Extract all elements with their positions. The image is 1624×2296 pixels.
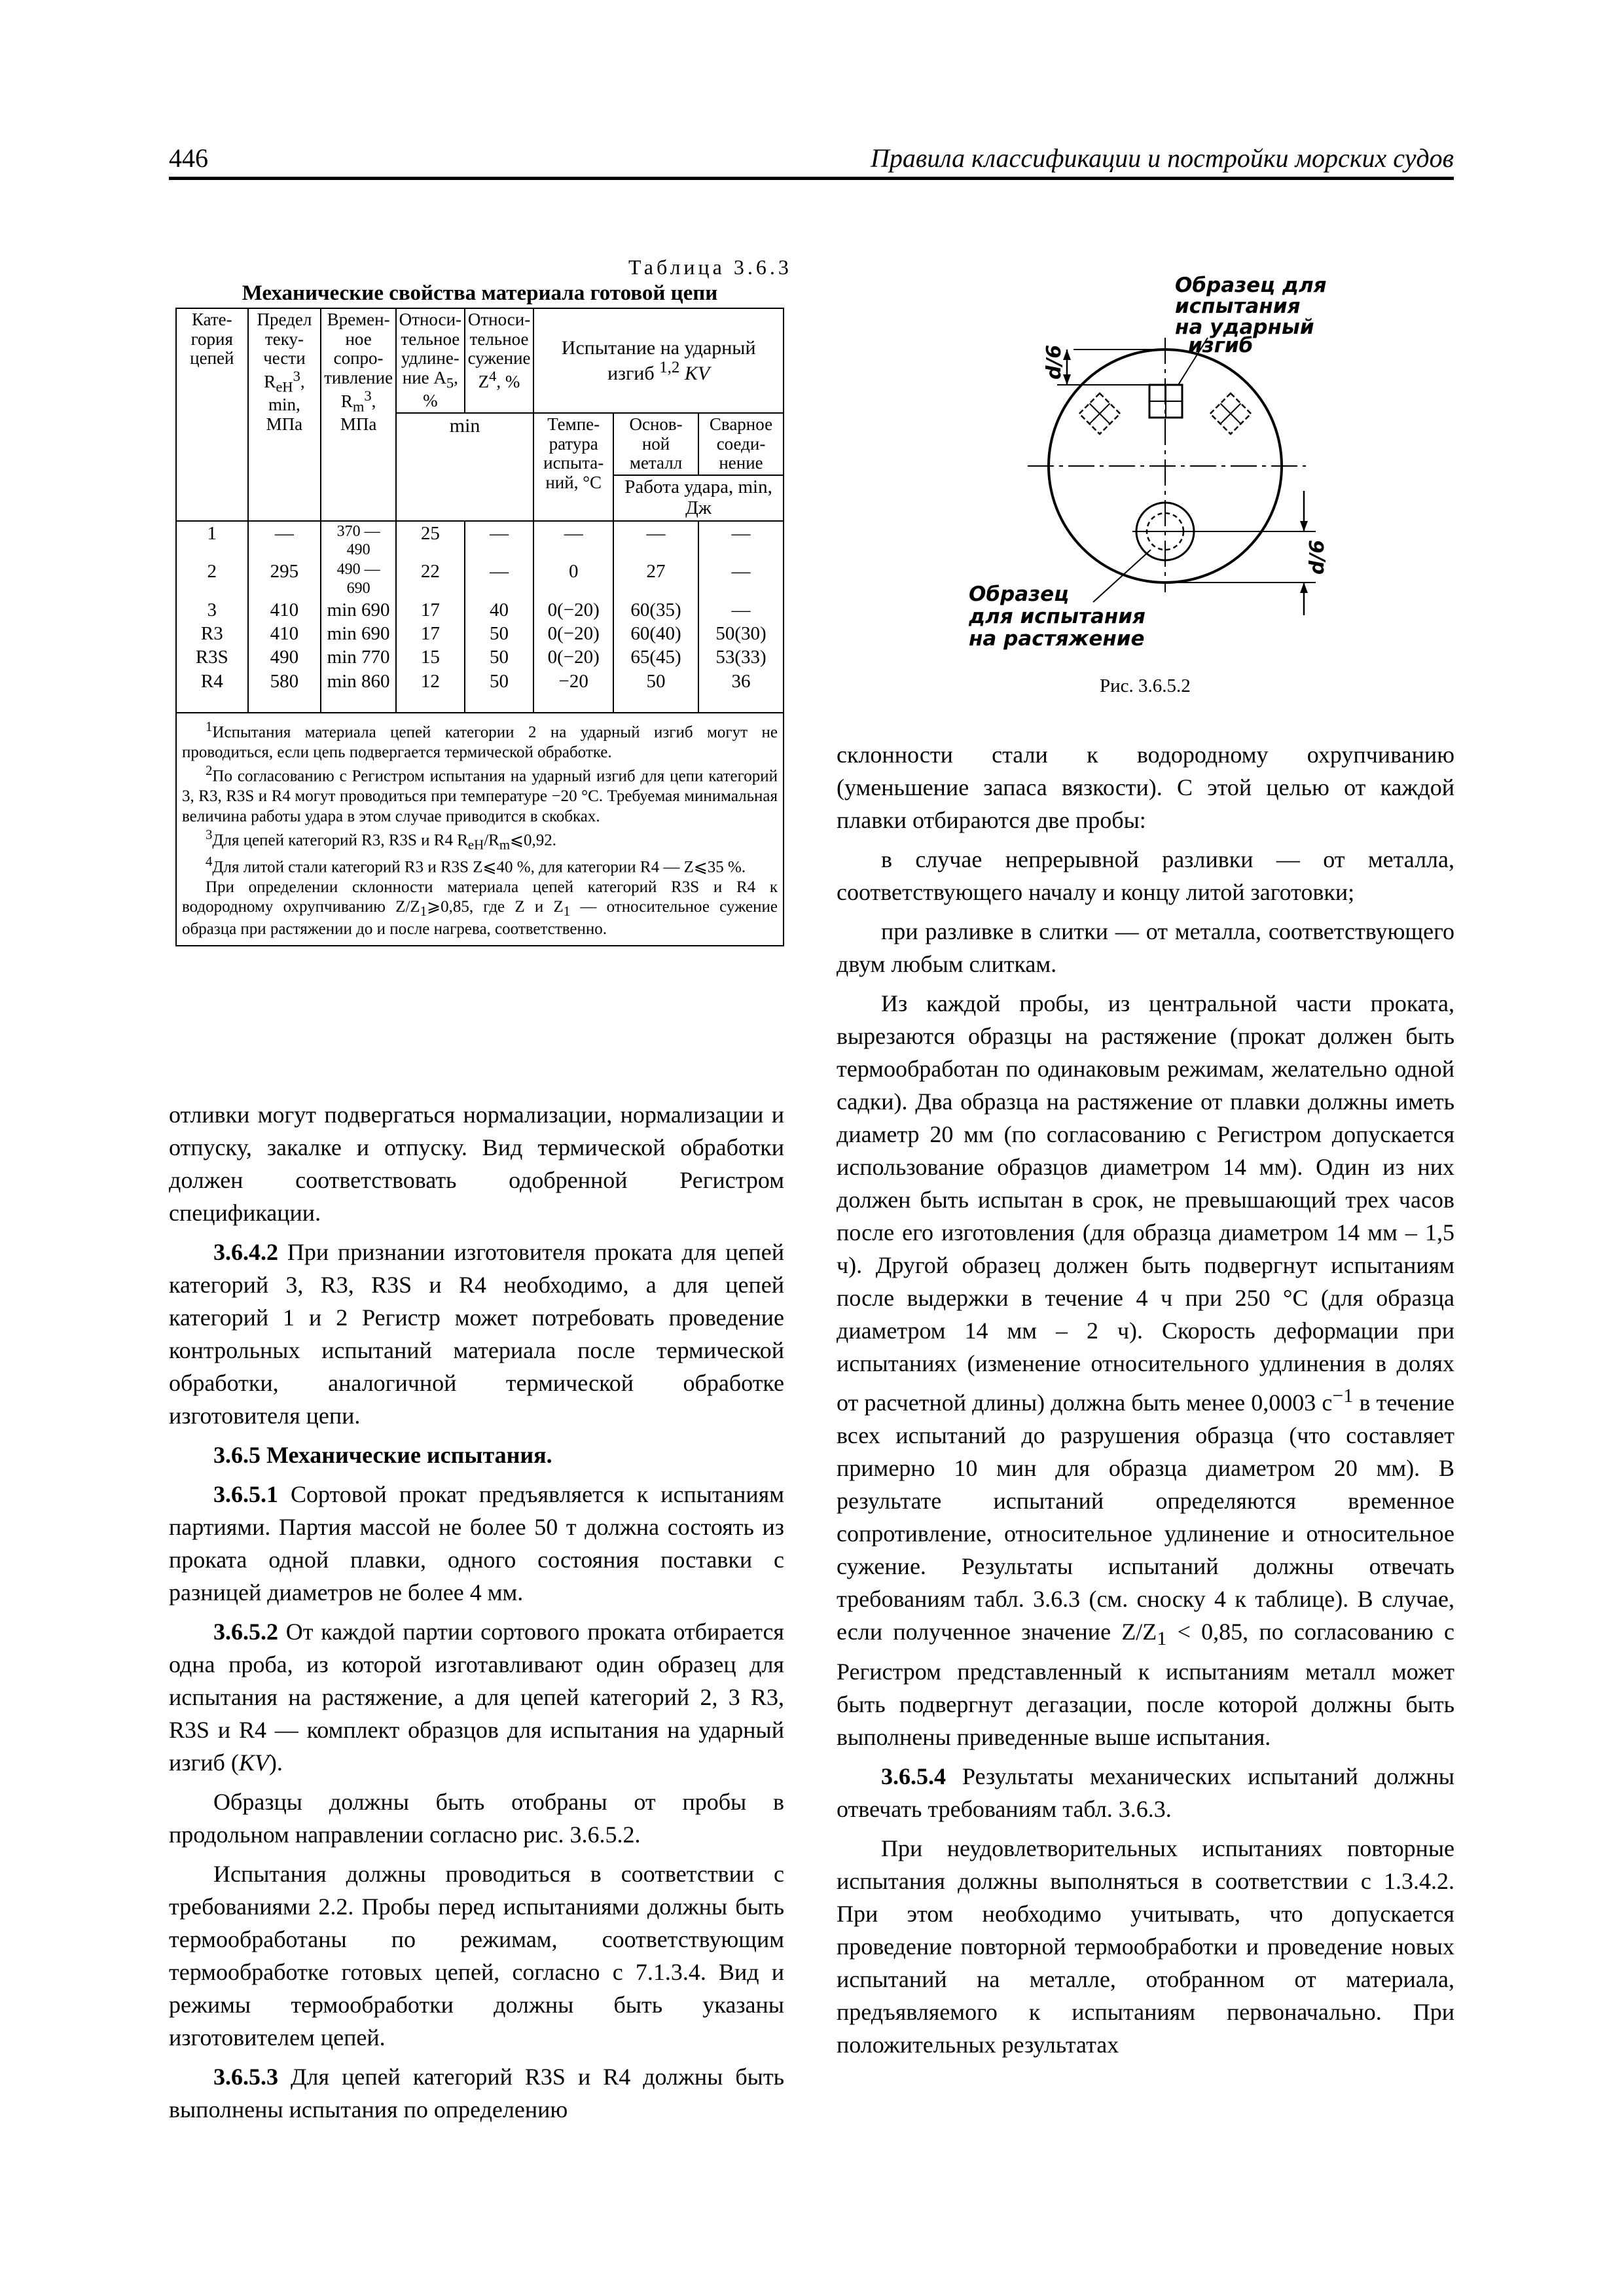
col-header-temp: Темпе-ратура испыта-ний, °C	[533, 413, 613, 521]
footnote-4: $^4$Для литой стали категорий R3 и R3S Z⩽40 %, для категории R4 — Z⩽35 %.	[206, 853, 746, 876]
footnote-2: $^2$По согласованию с Регистром испытания на ударный изгиб для цепи категорий 3, R3, R3S и R4 могут проводиться при температуре −20 °C. Требуемая минимальная величина работы удара в этом случае приводится в скобках.	[182, 762, 778, 825]
paragraph: При неудовлетворительных испытаниях повторные испытания должны выполняться в соответствии с 1.3.4.2. При этом необходимо учитывать, что допускается проведение повторной термообработки и проведение новых испытаний на металле, отобранном от материала, предъявляемого к испытаниям первоначально. При положительных результатах	[837, 1835, 1454, 2058]
col-header-category: Кате-гория цепей	[176, 308, 248, 521]
specimen-location-figure	[949, 275, 1420, 694]
paragraph: отливки могут подвергаться нормализации, нормализации и отпуску, закалке и отпуску. Вид термической обработки должен соответствовать одобренной Регистром спецификации.	[169, 1102, 784, 1226]
footnote-3: $^3$Для цепей категорий R3, R3S и R4 $R_{eH}/R_m⩽0,92$.	[206, 827, 556, 853]
running-title: Правила классификации и постройки морских судов	[870, 143, 1454, 173]
page-number: 446	[169, 143, 208, 173]
tensile-specimen-label-3: на растяжение	[969, 627, 1145, 651]
dimension-label-top: d/6	[1043, 344, 1066, 380]
footnote-5: При определении склонности материала цепей категорий R3S и R4 к водородному охрупчиванию $Z/Z_1⩾0,85$, где Z и $Z_1$ — относительное сужение образца при растяжении до и после нагрева, соответственно.	[182, 878, 778, 939]
table-row: R3 410 min 690 17 50 0(−20) 60(40) 50(30)	[176, 622, 784, 645]
impact-specimen-label-1: Образец для	[1175, 275, 1327, 297]
paragraph: склонности стали к водородному охрупчиванию (уменьшение запаса вязкости). С этой целью от каждой плавки отбираются две пробы:	[837, 742, 1454, 833]
col-header-reduction: Относи-тельное сужение $Z^4$, %	[465, 308, 534, 413]
paragraph: в случае непрерывной разливки — от металла, соответствующего началу и концу литой заготовки;	[837, 846, 1454, 905]
section-heading: 3.6.5 Механические испытания.	[213, 1442, 552, 1468]
right-column	[837, 738, 1454, 2068]
col-header-tensile: Времен-ное сопро-тивление $R_m^3$, МПа	[321, 308, 396, 521]
paragraph: Испытания должны проводиться в соответствии с требованиями 2.2. Пробы перед испытаниями должны быть термообработаны по режимам, соответствующим термообработке готовых цепей, согласно с 7.1.3.4. Вид и режимы термообработки должны быть указаны изготовителем цепей.	[169, 1861, 784, 2051]
col-header-weld: Сварное соеди-нение	[698, 413, 784, 475]
tensile-specimen-label-1: Образец	[969, 583, 1070, 606]
col-header-min: min	[396, 413, 533, 521]
paragraph: Образцы должны быть отобраны от пробы в продольном направлении согласно рис. 3.6.5.2.	[169, 1789, 784, 1848]
paragraph: при разливке в слитки — от металла, соответствующего двум любым слиткам.	[837, 918, 1454, 977]
dimension-label-bottom: d/6	[1306, 539, 1329, 575]
table-row: 3 410 min 690 17 40 0(−20) 60(35) —	[176, 598, 784, 622]
col-header-impact-work: Работа удара, min, Дж	[613, 475, 784, 521]
tensile-specimen-label-2: для испытания	[969, 605, 1146, 628]
col-header-base-metal: Основ-ной металл	[613, 413, 698, 475]
col-header-yield: Предел теку-чести $R_{eH}^3$, min, МПа	[248, 308, 321, 521]
left-column	[169, 1098, 784, 2132]
paragraph: 3.6.5.2 От каждой партии сортового проката отбирается одна проба, из которой изготавливают один образец для испытания на растяжение, а для цепей категорий 2, 3 R3, R3S и R4 — комплект образцов для испытания на ударный изгиб (KV).	[169, 1619, 784, 1776]
mechanical-properties-table	[175, 308, 784, 946]
impact-specimen-label-4: изгиб	[1188, 334, 1254, 357]
paragraph: 3.6.5.3 Для цепей категорий R3S и R4 должны быть выполнены испытания по определению	[169, 2064, 784, 2123]
table-title: Механические свойства материала готовой цепи	[242, 281, 718, 305]
table-row: 2 295 490 — 690 22 — 0 27 —	[176, 560, 784, 598]
figure-caption: Рис. 3.6.5.2	[1100, 675, 1191, 696]
table-row: 1 — 370 — 490 25 — — — —	[176, 521, 784, 560]
impact-specimen-label-3: на ударный	[1175, 315, 1314, 339]
table-footnotes	[176, 713, 784, 946]
header-rule	[169, 177, 1454, 180]
table-row: R4 580 min 860 12 50 −20 50 36	[176, 670, 784, 713]
paragraph: Из каждой пробы, из центральной части проката, вырезаются образцы на растяжение (прокат должен быть термообработан по одинаковым режимам, желательно одной садки). Два образца на растяжение от плавки должны иметь диаметр 20 мм (по согласованию с Регистром допускается использование образцов диаметром 14 мм). Один из них должен быть испытан в срок, не превышающий трех часов после его изготовления (для образца диаметром 14 мм – 1,5 ч). Другой образец должен быть подвергнут испытаниям после выдержки в течение 4 ч при 250 °C (для образца диаметром 14 мм – 2 ч). Скорость деформации при испытаниях (изменение относительного удлинения в долях от расчетной длины) должна быть менее 0,0003 $с^{-1}$ в течение всех испытаний до разрушения образца (что составляет примерно 10 мин для образца диаметром 20 мм). В результате испытаний определяются временное сопротивление, относительное удлинение и относительное сужение. Результаты испытаний должны отвечать требованиям табл. 3.6.3 (см. сноску 4 к таблице). В случае, если полученное значение $Z/Z_1 < 0,85$, по согласованию с Регистром представленный к испытаниям металл может быть подвергнут дегазации, после которой должны быть выполнены приведенные выше испытания.	[837, 990, 1455, 1751]
table-row: R3S 490 min 770 15 50 0(−20) 65(45) 53(33)	[176, 645, 784, 669]
paragraph: 3.6.4.2 При признании изготовителя проката для цепей категорий 3, R3, R3S и R4 необходимо, а для цепей категорий 1 и 2 Регистр может потребовать проведение контрольных испытаний материала после термической обработки, аналогичной термической обработке изготовителя цепи.	[169, 1239, 784, 1429]
table-label: Таблица 3.6.3	[628, 255, 792, 279]
paragraph: 3.6.5.1 Сортовой прокат предъявляется к испытаниям партиями. Партия массой не более 50 т должна состоять из проката одной плавки, одного состояния поставки с разницей диаметров не более 4 мм.	[169, 1481, 784, 1605]
paragraph: 3.6.5.4 Результаты механических испытаний должны отвечать требованиям табл. 3.6.3.	[837, 1763, 1454, 1823]
impact-specimen-label-2: испытания	[1175, 295, 1301, 318]
footnote-1: $^1$Испытания материала цепей категории 2 на ударный изгиб могут не проводиться, если цепь подвергается термической обработке.	[182, 718, 778, 761]
col-header-impact: Испытание на ударный изгиб $^{1,2}$ KV	[533, 308, 784, 413]
col-header-elongation: Относи-тельное удлине-ние $A_5$, %	[396, 308, 465, 413]
